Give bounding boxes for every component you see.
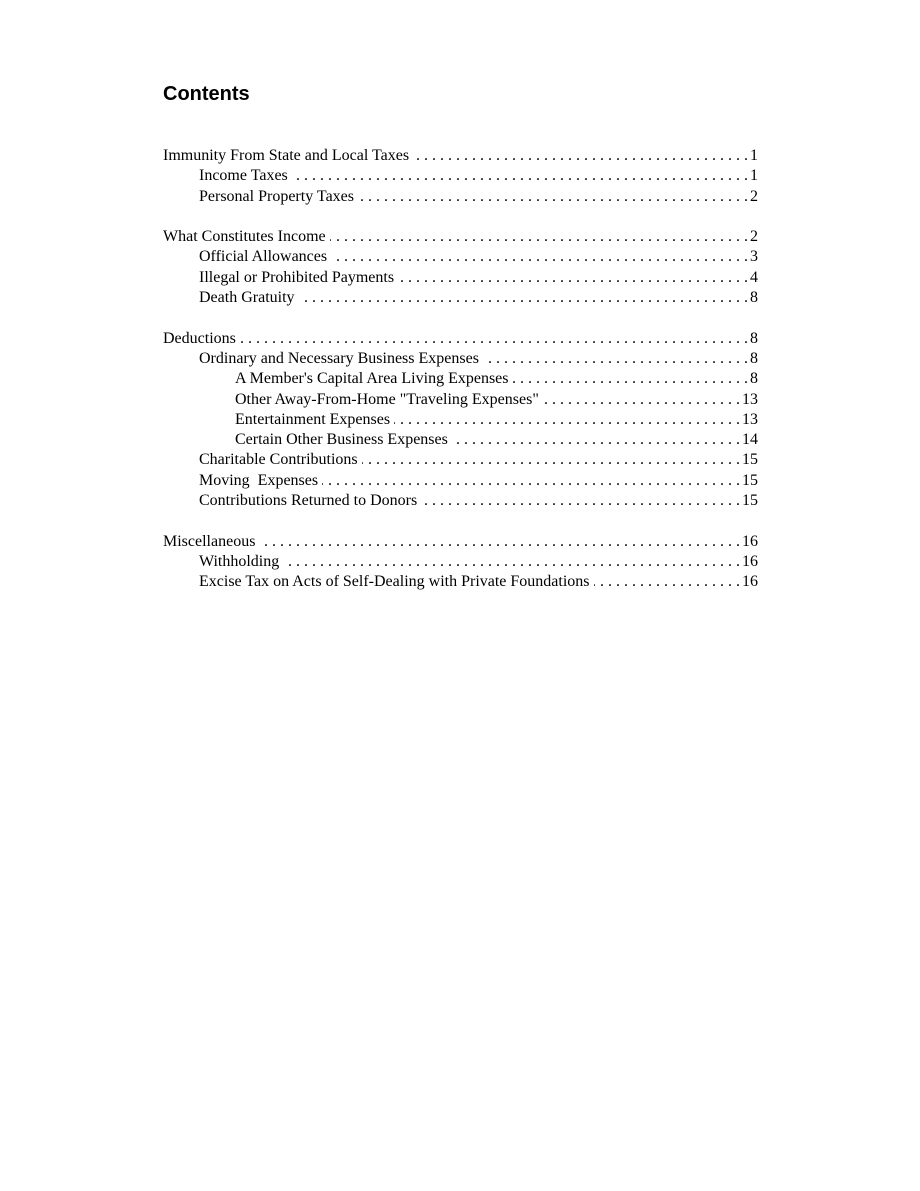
toc-section-deductions bbox=[163, 329, 758, 512]
toc-entry[interactable] bbox=[163, 410, 758, 430]
toc-entry-label: Contributions Returned to Donors bbox=[199, 492, 418, 510]
toc-entry-label: Immunity From State and Local Taxes bbox=[163, 147, 410, 164]
toc-page-number: 2 bbox=[750, 228, 758, 246]
toc-section-income bbox=[163, 227, 758, 308]
toc-entry-label: Certain Other Business Expenses bbox=[235, 431, 448, 449]
toc-entry-label: Moving Expenses bbox=[199, 471, 319, 489]
toc-page-number: 1 bbox=[750, 167, 758, 185]
dot-leader bbox=[483, 349, 748, 369]
dot-leader bbox=[299, 288, 748, 308]
toc-page-number: 14 bbox=[742, 431, 758, 449]
toc-entry-label: Official Allowances bbox=[199, 248, 328, 266]
toc-entry-label: Excise Tax on Acts of Self-Dealing with Private Foundations bbox=[199, 573, 590, 591]
toc-section-miscellaneous bbox=[163, 532, 758, 593]
dot-leader bbox=[259, 532, 740, 552]
toc-entry-label: Other Away-From-Home "Traveling Expenses" bbox=[235, 390, 539, 408]
dot-leader bbox=[594, 572, 740, 592]
toc-page-number: 13 bbox=[742, 390, 758, 408]
dot-leader bbox=[394, 410, 740, 430]
toc-entry[interactable] bbox=[163, 247, 758, 267]
dot-leader bbox=[421, 491, 740, 511]
toc-page-number: 1 bbox=[750, 147, 758, 164]
toc-page-number: 13 bbox=[742, 410, 758, 428]
toc-entry[interactable] bbox=[163, 288, 758, 308]
toc-section-immunity bbox=[163, 146, 758, 207]
toc-page-number: 16 bbox=[742, 532, 758, 550]
toc-entry-label: A Member's Capital Area Living Expenses bbox=[235, 370, 509, 388]
toc-entry[interactable] bbox=[163, 187, 758, 207]
dot-leader bbox=[283, 552, 740, 572]
toc-entry[interactable] bbox=[163, 227, 758, 247]
dot-leader bbox=[292, 166, 748, 186]
toc-entry-label: Ordinary and Necessary Business Expenses bbox=[199, 349, 479, 367]
dot-leader bbox=[398, 268, 748, 288]
toc-page-number: 16 bbox=[742, 573, 758, 591]
toc-entry[interactable] bbox=[163, 450, 758, 470]
toc-entry-label: What Constitutes Income bbox=[163, 228, 326, 246]
toc-entry[interactable] bbox=[163, 471, 758, 491]
toc-page-number: 15 bbox=[742, 451, 758, 469]
toc-page-number: 8 bbox=[750, 349, 758, 367]
toc-page-number: 15 bbox=[742, 492, 758, 510]
toc-page-number: 3 bbox=[750, 248, 758, 266]
dot-leader bbox=[330, 227, 748, 247]
toc-entry[interactable] bbox=[163, 146, 758, 166]
dot-leader bbox=[322, 471, 740, 491]
toc-entry[interactable] bbox=[163, 552, 758, 572]
contents-heading: Contents bbox=[163, 83, 250, 105]
dot-leader bbox=[240, 329, 748, 349]
dot-leader bbox=[413, 146, 748, 166]
toc-entry-label: Charitable Contributions bbox=[199, 451, 358, 469]
table-of-contents bbox=[163, 146, 758, 613]
toc-page-number: 16 bbox=[742, 552, 758, 570]
dot-leader bbox=[452, 430, 740, 450]
toc-page-number: 2 bbox=[750, 187, 758, 205]
toc-entry-label: Withholding bbox=[199, 552, 280, 570]
toc-entry[interactable] bbox=[163, 430, 758, 450]
toc-entry[interactable] bbox=[163, 166, 758, 186]
toc-entry[interactable] bbox=[163, 491, 758, 511]
toc-entry-label: Miscellaneous bbox=[163, 532, 256, 550]
toc-page-number: 4 bbox=[750, 268, 758, 286]
toc-page-number: 8 bbox=[750, 370, 758, 388]
toc-entry[interactable] bbox=[163, 572, 758, 592]
toc-entry[interactable] bbox=[163, 390, 758, 410]
toc-page-number: 8 bbox=[750, 329, 758, 347]
toc-entry[interactable] bbox=[163, 268, 758, 288]
toc-entry[interactable] bbox=[163, 329, 758, 349]
toc-entry[interactable] bbox=[163, 532, 758, 552]
dot-leader bbox=[362, 450, 740, 470]
toc-entry[interactable] bbox=[163, 349, 758, 369]
toc-entry-label: Personal Property Taxes bbox=[199, 187, 354, 205]
toc-entry-label: Income Taxes bbox=[199, 167, 288, 185]
toc-page-number: 8 bbox=[750, 289, 758, 307]
toc-entry-label: Death Gratuity bbox=[199, 289, 295, 307]
dot-leader bbox=[331, 247, 748, 267]
toc-entry-label: Illegal or Prohibited Payments bbox=[199, 268, 395, 286]
dot-leader bbox=[543, 390, 740, 410]
dot-leader bbox=[513, 369, 749, 389]
dot-leader bbox=[358, 187, 748, 207]
toc-entry[interactable] bbox=[163, 369, 758, 389]
toc-entry-label: Entertainment Expenses bbox=[235, 410, 391, 428]
toc-page-number: 15 bbox=[742, 471, 758, 489]
toc-entry-label: Deductions bbox=[163, 329, 236, 347]
